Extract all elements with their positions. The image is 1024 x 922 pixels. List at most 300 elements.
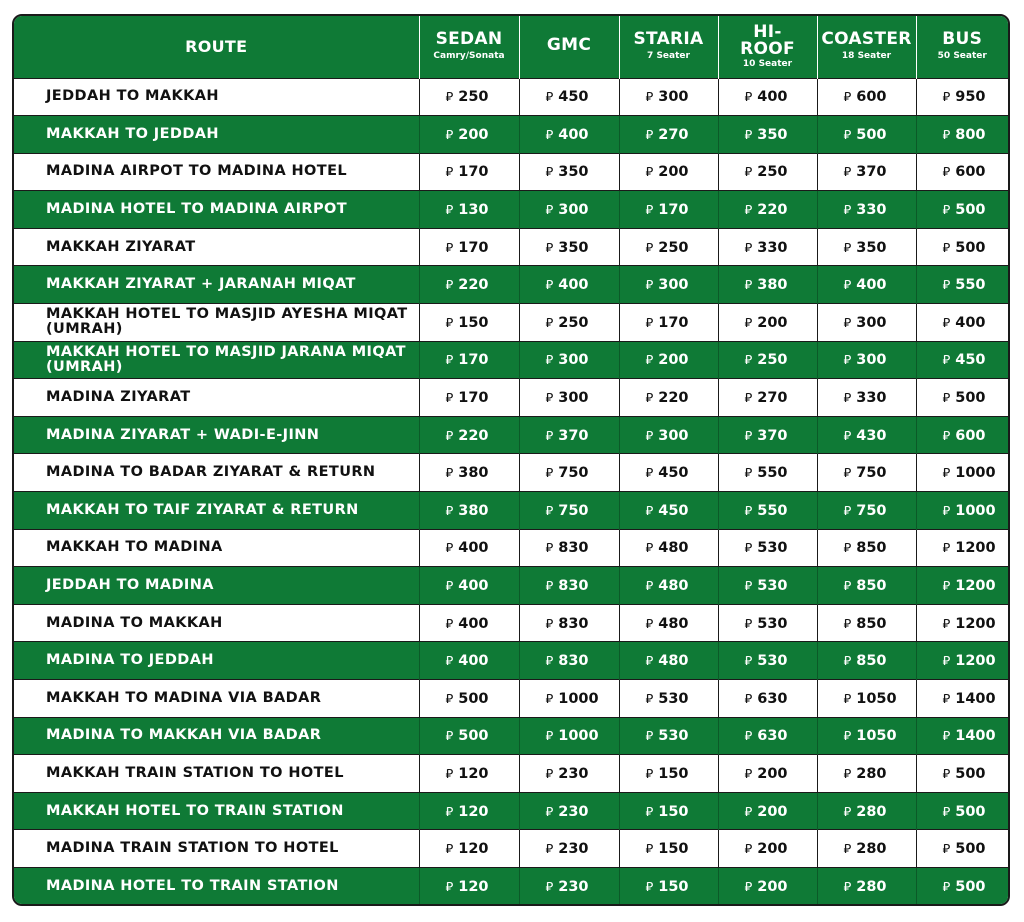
price-cell — [419, 454, 519, 492]
header-route — [14, 16, 419, 78]
riyal-currency-icon: ⃁ — [445, 315, 454, 331]
price-cell — [619, 830, 718, 868]
riyal-currency-icon: ⃁ — [545, 804, 554, 820]
price-value: 850 — [856, 653, 887, 670]
header-sedan — [419, 16, 519, 78]
price-cell — [718, 153, 817, 191]
riyal-currency-icon: ⃁ — [843, 127, 852, 143]
riyal-currency-icon: ⃁ — [545, 541, 554, 557]
riyal-currency-icon: ⃁ — [942, 503, 951, 519]
price-cell — [519, 867, 619, 905]
price-cell — [817, 153, 916, 191]
riyal-currency-icon: ⃁ — [843, 353, 852, 369]
price-cell — [718, 304, 817, 342]
price-value: 200 — [757, 314, 788, 331]
riyal-currency-icon: ⃁ — [843, 654, 852, 670]
route-name: JEDDAH TO MADINA — [14, 567, 419, 605]
price-cell — [916, 867, 1008, 905]
price-value: 450 — [558, 89, 589, 106]
price-value: 480 — [658, 578, 689, 595]
price-cell — [519, 792, 619, 830]
riyal-currency-icon: ⃁ — [545, 842, 554, 858]
price-cell — [916, 529, 1008, 567]
price-cell — [519, 680, 619, 718]
price-value: 330 — [757, 239, 788, 256]
price-cell — [519, 304, 619, 342]
price-value: 280 — [856, 879, 887, 896]
header-vehicle-name: COASTER — [821, 29, 912, 50]
price-value: 480 — [658, 615, 689, 632]
table-row — [14, 266, 1008, 304]
price-cell — [817, 304, 916, 342]
price-cell — [817, 379, 916, 417]
riyal-currency-icon: ⃁ — [645, 766, 654, 782]
price-value: 300 — [558, 202, 589, 219]
route-name: MAKKAH TO TAIF ZIYARAT & RETURN — [14, 492, 419, 530]
riyal-currency-icon: ⃁ — [942, 804, 951, 820]
riyal-currency-icon: ⃁ — [843, 466, 852, 482]
price-cell — [916, 304, 1008, 342]
riyal-currency-icon: ⃁ — [942, 766, 951, 782]
riyal-currency-icon: ⃁ — [843, 766, 852, 782]
price-cell — [718, 228, 817, 266]
table-header — [14, 16, 1008, 78]
riyal-currency-icon: ⃁ — [843, 616, 852, 632]
price-cell — [718, 341, 817, 379]
riyal-currency-icon: ⃁ — [942, 466, 951, 482]
price-cell — [916, 341, 1008, 379]
price-value: 530 — [757, 653, 788, 670]
price-cell — [619, 529, 718, 567]
price-cell — [718, 642, 817, 680]
riyal-currency-icon: ⃁ — [645, 165, 654, 181]
price-value: 530 — [757, 540, 788, 557]
price-cell — [519, 416, 619, 454]
price-cell — [519, 266, 619, 304]
fare-table — [14, 16, 1008, 905]
header-vehicle-name: SEDAN — [435, 29, 503, 50]
riyal-currency-icon: ⃁ — [744, 729, 753, 745]
price-value: 600 — [955, 427, 986, 444]
price-cell — [718, 266, 817, 304]
riyal-currency-icon: ⃁ — [545, 466, 554, 482]
price-cell — [619, 792, 718, 830]
price-cell — [718, 454, 817, 492]
price-cell — [718, 867, 817, 905]
table-body — [14, 78, 1008, 905]
riyal-currency-icon: ⃁ — [843, 541, 852, 557]
price-value: 400 — [458, 615, 489, 632]
header-vehicle-name: HI- ROOF — [740, 21, 795, 59]
route-name: MADINA ZIYARAT + WADI-E-JINN — [14, 416, 419, 454]
riyal-currency-icon: ⃁ — [545, 503, 554, 519]
price-value: 500 — [955, 841, 986, 858]
price-cell — [419, 680, 519, 718]
riyal-currency-icon: ⃁ — [744, 804, 753, 820]
price-cell — [916, 604, 1008, 642]
price-value: 550 — [757, 502, 788, 519]
price-value: 750 — [558, 502, 589, 519]
riyal-currency-icon: ⃁ — [645, 240, 654, 256]
price-value: 480 — [658, 540, 689, 557]
riyal-currency-icon: ⃁ — [645, 880, 654, 896]
header-bus — [916, 16, 1008, 78]
table-row — [14, 529, 1008, 567]
price-value: 370 — [558, 427, 589, 444]
price-cell — [916, 755, 1008, 793]
riyal-currency-icon: ⃁ — [645, 616, 654, 632]
riyal-currency-icon: ⃁ — [744, 766, 753, 782]
price-value: 350 — [757, 126, 788, 143]
price-cell — [718, 792, 817, 830]
price-cell — [817, 755, 916, 793]
price-value: 800 — [955, 126, 986, 143]
riyal-currency-icon: ⃁ — [843, 203, 852, 219]
header-row — [14, 16, 1008, 78]
riyal-currency-icon: ⃁ — [645, 428, 654, 444]
riyal-currency-icon: ⃁ — [744, 880, 753, 896]
price-cell — [916, 830, 1008, 868]
price-value: 500 — [955, 202, 986, 219]
price-value: 280 — [856, 765, 887, 782]
riyal-currency-icon: ⃁ — [645, 315, 654, 331]
price-value: 530 — [658, 690, 689, 707]
price-value: 830 — [558, 615, 589, 632]
price-cell — [419, 379, 519, 417]
price-cell — [718, 717, 817, 755]
price-value: 380 — [458, 502, 489, 519]
price-value: 750 — [856, 465, 887, 482]
table-row — [14, 792, 1008, 830]
price-cell — [619, 567, 718, 605]
price-value: 1050 — [856, 690, 897, 707]
price-value: 250 — [757, 352, 788, 369]
price-cell — [718, 191, 817, 229]
riyal-currency-icon: ⃁ — [942, 654, 951, 670]
riyal-currency-icon: ⃁ — [843, 579, 852, 595]
price-cell — [718, 416, 817, 454]
price-value: 400 — [757, 89, 788, 106]
riyal-currency-icon: ⃁ — [645, 691, 654, 707]
header-vehicle-sub: 10 Seater — [742, 58, 793, 69]
table-row — [14, 454, 1008, 492]
riyal-currency-icon: ⃁ — [645, 654, 654, 670]
price-cell — [519, 529, 619, 567]
riyal-currency-icon: ⃁ — [843, 315, 852, 331]
price-value: 350 — [558, 164, 589, 181]
price-cell — [519, 642, 619, 680]
price-cell — [419, 755, 519, 793]
riyal-currency-icon: ⃁ — [942, 391, 951, 407]
riyal-currency-icon: ⃁ — [744, 278, 753, 294]
price-cell — [718, 529, 817, 567]
riyal-currency-icon: ⃁ — [645, 127, 654, 143]
price-cell — [817, 416, 916, 454]
price-cell — [817, 228, 916, 266]
riyal-currency-icon: ⃁ — [445, 353, 454, 369]
riyal-currency-icon: ⃁ — [445, 654, 454, 670]
table-row — [14, 379, 1008, 417]
price-value: 850 — [856, 578, 887, 595]
riyal-currency-icon: ⃁ — [843, 804, 852, 820]
price-cell — [817, 78, 916, 116]
riyal-currency-icon: ⃁ — [545, 729, 554, 745]
price-value: 1400 — [955, 690, 996, 707]
price-cell — [916, 379, 1008, 417]
price-cell — [619, 341, 718, 379]
price-value: 500 — [458, 728, 489, 745]
riyal-currency-icon: ⃁ — [545, 165, 554, 181]
riyal-currency-icon: ⃁ — [645, 466, 654, 482]
riyal-currency-icon: ⃁ — [744, 203, 753, 219]
header-vehicle-sub: 7 Seater — [647, 51, 690, 62]
price-cell — [419, 792, 519, 830]
price-value: 500 — [856, 126, 887, 143]
price-cell — [817, 191, 916, 229]
price-cell — [419, 341, 519, 379]
riyal-currency-icon: ⃁ — [545, 353, 554, 369]
riyal-currency-icon: ⃁ — [545, 90, 554, 106]
header-hiroof — [718, 16, 817, 78]
price-value: 1000 — [558, 728, 599, 745]
price-cell — [619, 191, 718, 229]
riyal-currency-icon: ⃁ — [545, 880, 554, 896]
riyal-currency-icon: ⃁ — [545, 654, 554, 670]
route-name: MADINA TO MAKKAH VIA BADAR — [14, 717, 419, 755]
route-name: MADINA TO BADAR ZIYARAT & RETURN — [14, 454, 419, 492]
table-row — [14, 78, 1008, 116]
price-cell — [916, 680, 1008, 718]
header-vehicle-sub: 18 Seater — [841, 51, 892, 62]
route-name: MAKKAH HOTEL TO MASJID AYESHA MIQAT (UMRAH) — [14, 304, 419, 342]
price-value: 450 — [658, 465, 689, 482]
riyal-currency-icon: ⃁ — [545, 766, 554, 782]
price-value: 300 — [558, 352, 589, 369]
price-cell — [519, 604, 619, 642]
price-cell — [916, 792, 1008, 830]
price-value: 830 — [558, 540, 589, 557]
price-cell — [817, 567, 916, 605]
price-cell — [718, 830, 817, 868]
riyal-currency-icon: ⃁ — [744, 842, 753, 858]
riyal-currency-icon: ⃁ — [645, 804, 654, 820]
riyal-currency-icon: ⃁ — [545, 391, 554, 407]
riyal-currency-icon: ⃁ — [942, 353, 951, 369]
riyal-currency-icon: ⃁ — [445, 766, 454, 782]
riyal-currency-icon: ⃁ — [843, 729, 852, 745]
price-value: 200 — [458, 126, 489, 143]
price-value: 170 — [458, 352, 489, 369]
price-value: 300 — [658, 89, 689, 106]
riyal-currency-icon: ⃁ — [744, 616, 753, 632]
price-cell — [718, 78, 817, 116]
price-cell — [419, 228, 519, 266]
riyal-currency-icon: ⃁ — [942, 127, 951, 143]
table-row — [14, 304, 1008, 342]
riyal-currency-icon: ⃁ — [445, 541, 454, 557]
price-cell — [817, 492, 916, 530]
route-name: MAKKAH TO MADINA — [14, 529, 419, 567]
price-value: 300 — [658, 427, 689, 444]
price-cell — [619, 717, 718, 755]
price-value: 400 — [458, 540, 489, 557]
price-cell — [916, 228, 1008, 266]
price-value: 220 — [658, 390, 689, 407]
price-value: 220 — [458, 277, 489, 294]
riyal-currency-icon: ⃁ — [942, 616, 951, 632]
price-cell — [519, 116, 619, 154]
header-vehicle-name: BUS — [942, 29, 983, 50]
riyal-currency-icon: ⃁ — [744, 466, 753, 482]
price-cell — [718, 755, 817, 793]
price-value: 300 — [856, 352, 887, 369]
route-name: MADINA TO MAKKAH — [14, 604, 419, 642]
price-cell — [916, 266, 1008, 304]
riyal-currency-icon: ⃁ — [942, 842, 951, 858]
price-value: 400 — [458, 578, 489, 595]
price-value: 120 — [458, 841, 489, 858]
route-name: MAKKAH ZIYARAT — [14, 228, 419, 266]
price-value: 500 — [955, 879, 986, 896]
price-value: 850 — [856, 540, 887, 557]
price-value: 400 — [955, 314, 986, 331]
price-value: 170 — [658, 202, 689, 219]
price-value: 500 — [955, 765, 986, 782]
price-value: 530 — [658, 728, 689, 745]
riyal-currency-icon: ⃁ — [545, 240, 554, 256]
riyal-currency-icon: ⃁ — [445, 579, 454, 595]
price-value: 120 — [458, 765, 489, 782]
header-coaster — [817, 16, 916, 78]
riyal-currency-icon: ⃁ — [744, 240, 753, 256]
riyal-currency-icon: ⃁ — [545, 127, 554, 143]
riyal-currency-icon: ⃁ — [843, 428, 852, 444]
price-value: 220 — [458, 427, 489, 444]
riyal-currency-icon: ⃁ — [942, 315, 951, 331]
header-gmc — [519, 16, 619, 78]
price-cell — [419, 78, 519, 116]
riyal-currency-icon: ⃁ — [744, 579, 753, 595]
riyal-currency-icon: ⃁ — [942, 541, 951, 557]
price-cell — [718, 680, 817, 718]
price-cell — [519, 341, 619, 379]
price-value: 220 — [757, 202, 788, 219]
riyal-currency-icon: ⃁ — [744, 428, 753, 444]
riyal-currency-icon: ⃁ — [445, 842, 454, 858]
price-value: 400 — [558, 277, 589, 294]
price-cell — [619, 454, 718, 492]
price-cell — [519, 191, 619, 229]
price-value: 370 — [856, 164, 887, 181]
riyal-currency-icon: ⃁ — [744, 691, 753, 707]
table-row — [14, 492, 1008, 530]
table-row — [14, 604, 1008, 642]
price-value: 200 — [658, 164, 689, 181]
price-value: 200 — [757, 879, 788, 896]
riyal-currency-icon: ⃁ — [744, 391, 753, 407]
price-cell — [419, 604, 519, 642]
price-value: 830 — [558, 653, 589, 670]
price-cell — [619, 755, 718, 793]
riyal-currency-icon: ⃁ — [645, 579, 654, 595]
price-value: 1200 — [955, 540, 996, 557]
route-name: MADINA AIRPOT TO MADINA HOTEL — [14, 153, 419, 191]
price-value: 430 — [856, 427, 887, 444]
route-name: MADINA HOTEL TO TRAIN STATION — [14, 867, 419, 905]
price-value: 170 — [658, 314, 689, 331]
price-value: 230 — [558, 841, 589, 858]
price-value: 1000 — [558, 690, 599, 707]
header-vehicle-sub: Camry/Sonata — [433, 51, 505, 62]
riyal-currency-icon: ⃁ — [545, 691, 554, 707]
price-value: 230 — [558, 765, 589, 782]
riyal-currency-icon: ⃁ — [843, 278, 852, 294]
price-cell — [619, 266, 718, 304]
price-value: 450 — [658, 502, 689, 519]
price-value: 150 — [458, 314, 489, 331]
price-value: 200 — [658, 352, 689, 369]
price-value: 1200 — [955, 615, 996, 632]
price-value: 250 — [458, 89, 489, 106]
price-value: 600 — [955, 164, 986, 181]
price-value: 550 — [955, 277, 986, 294]
riyal-currency-icon: ⃁ — [445, 391, 454, 407]
riyal-currency-icon: ⃁ — [645, 278, 654, 294]
price-cell — [916, 78, 1008, 116]
riyal-currency-icon: ⃁ — [843, 842, 852, 858]
riyal-currency-icon: ⃁ — [942, 880, 951, 896]
header-staria — [619, 16, 718, 78]
price-cell — [519, 755, 619, 793]
price-value: 350 — [558, 239, 589, 256]
price-value: 170 — [458, 239, 489, 256]
riyal-currency-icon: ⃁ — [744, 165, 753, 181]
riyal-currency-icon: ⃁ — [545, 315, 554, 331]
header-route-label: ROUTE — [185, 37, 248, 57]
riyal-currency-icon: ⃁ — [445, 278, 454, 294]
table-row — [14, 416, 1008, 454]
header-vehicle-name: GMC — [546, 34, 592, 55]
riyal-currency-icon: ⃁ — [744, 503, 753, 519]
price-cell — [419, 529, 519, 567]
price-cell — [619, 78, 718, 116]
price-value: 950 — [955, 89, 986, 106]
riyal-currency-icon: ⃁ — [545, 278, 554, 294]
price-value: 400 — [558, 126, 589, 143]
price-value: 350 — [856, 239, 887, 256]
riyal-currency-icon: ⃁ — [645, 353, 654, 369]
riyal-currency-icon: ⃁ — [545, 428, 554, 444]
price-value: 630 — [757, 690, 788, 707]
price-value: 170 — [458, 164, 489, 181]
route-name: MAKKAH TO JEDDAH — [14, 116, 419, 154]
price-value: 230 — [558, 879, 589, 896]
route-name: MAKKAH HOTEL TO TRAIN STATION — [14, 792, 419, 830]
riyal-currency-icon: ⃁ — [942, 90, 951, 106]
riyal-currency-icon: ⃁ — [843, 391, 852, 407]
riyal-currency-icon: ⃁ — [942, 579, 951, 595]
price-value: 270 — [757, 390, 788, 407]
price-cell — [419, 153, 519, 191]
riyal-currency-icon: ⃁ — [645, 203, 654, 219]
table-row — [14, 153, 1008, 191]
price-value: 300 — [856, 314, 887, 331]
price-cell — [817, 830, 916, 868]
riyal-currency-icon: ⃁ — [445, 804, 454, 820]
route-name: MADINA ZIYARAT — [14, 379, 419, 417]
price-value: 120 — [458, 879, 489, 896]
riyal-currency-icon: ⃁ — [843, 691, 852, 707]
